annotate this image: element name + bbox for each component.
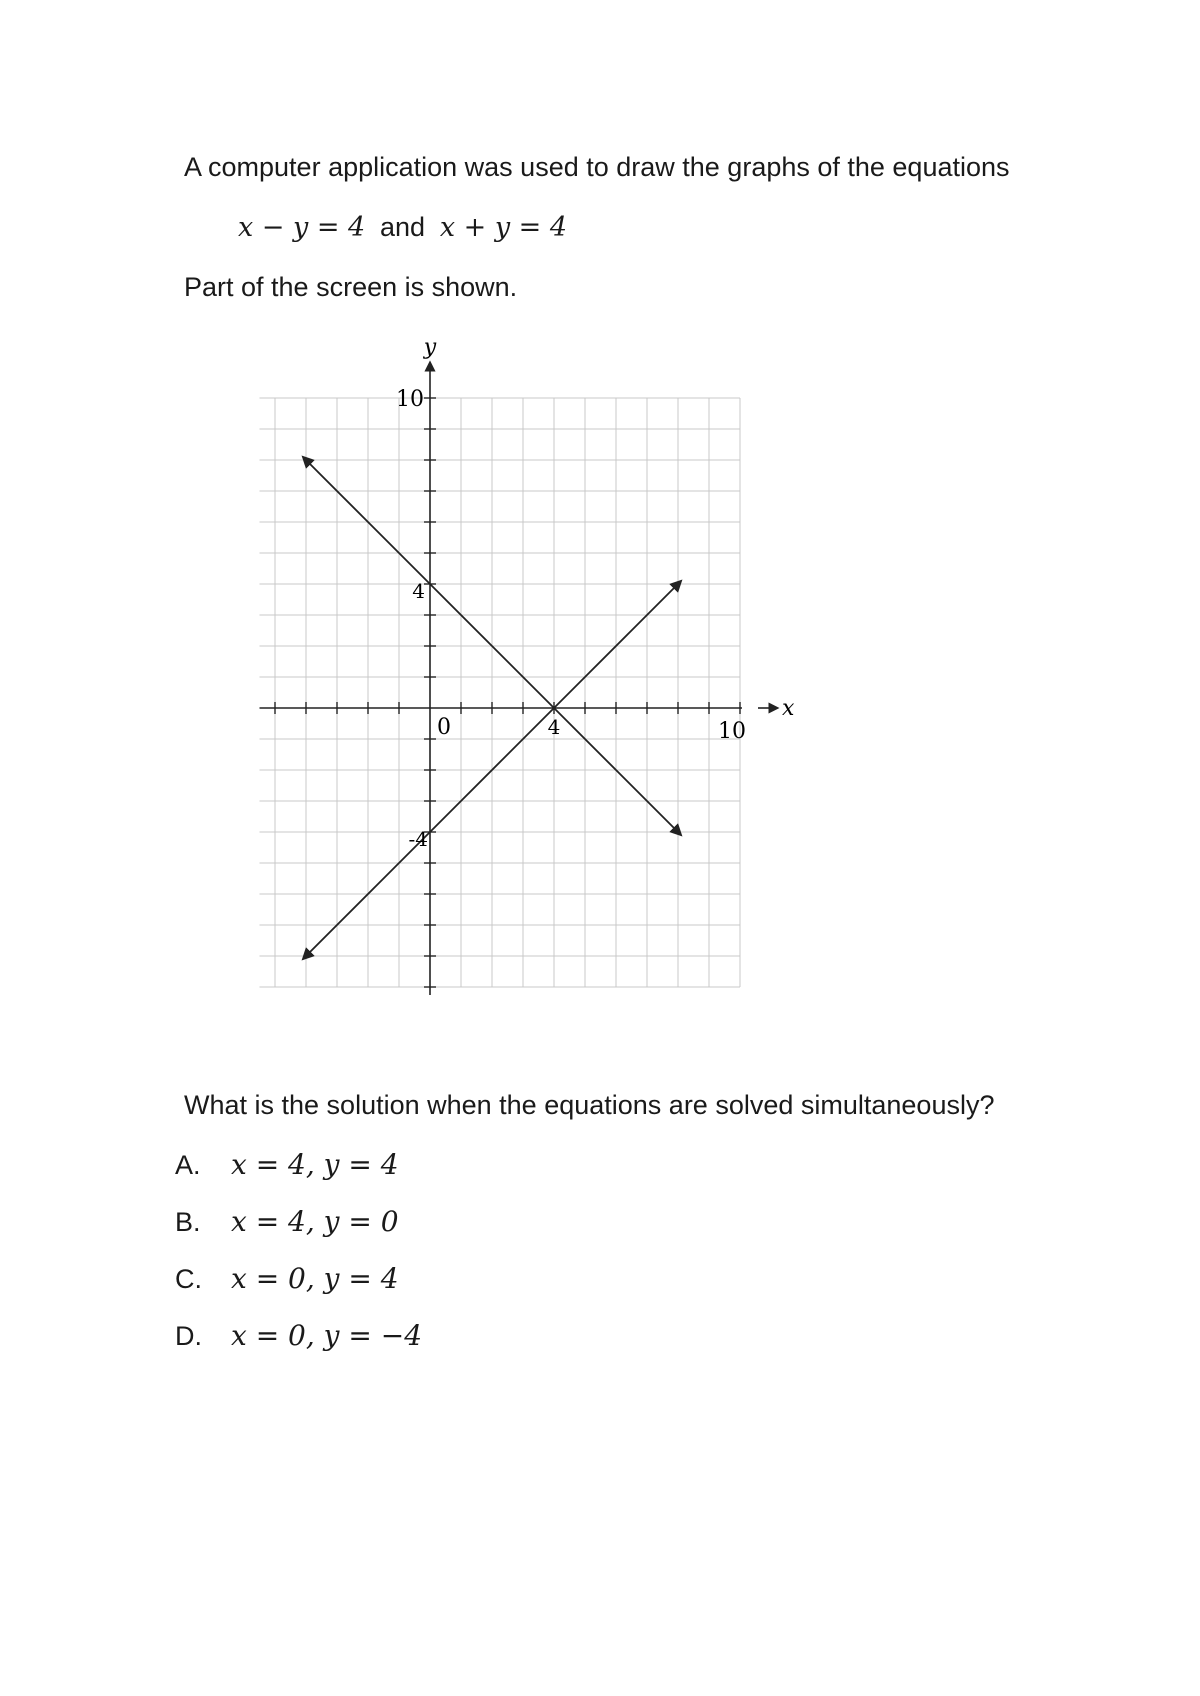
question-text: What is the solution when the equations are solved simultaneously?: [184, 1090, 995, 1120]
equation-2: x + y = 4: [439, 212, 568, 243]
x-tick-label-10: 10: [718, 719, 746, 744]
option-value: x = 4, y = 0: [231, 1205, 399, 1238]
option-letter: C.: [175, 1264, 202, 1294]
y-axis-label: y: [423, 335, 437, 360]
option-value: x = 0, y = 4: [231, 1262, 399, 1295]
axis-labels: [396, 335, 795, 851]
y-tick-label-10: 10: [396, 387, 424, 412]
option-b[interactable]: [175, 1205, 399, 1238]
equation-joiner: and: [380, 212, 426, 242]
coordinate-graph: [240, 330, 800, 1070]
option-value: x = 4, y = 4: [231, 1148, 399, 1181]
equation-1: x − y = 4: [238, 212, 366, 243]
y-tick-label-neg-4: -4: [408, 827, 428, 851]
option-letter: D.: [175, 1321, 202, 1351]
origin-label: 0: [437, 715, 451, 740]
option-d[interactable]: [175, 1319, 422, 1352]
x-tick-label-4: 4: [547, 715, 561, 739]
option-c[interactable]: [175, 1262, 399, 1295]
y-tick-label-4: 4: [412, 579, 425, 603]
part-text: Part of the screen is shown.: [184, 272, 518, 302]
equations-line: [238, 212, 567, 243]
x-axis-label: x: [782, 696, 795, 721]
option-letter: A.: [175, 1150, 201, 1180]
option-value: x = 0, y = −4: [231, 1319, 423, 1352]
option-a[interactable]: [175, 1148, 399, 1181]
option-letter: B.: [175, 1207, 201, 1237]
intro-text: A computer application was used to draw the graphs of the equations: [184, 152, 1010, 182]
